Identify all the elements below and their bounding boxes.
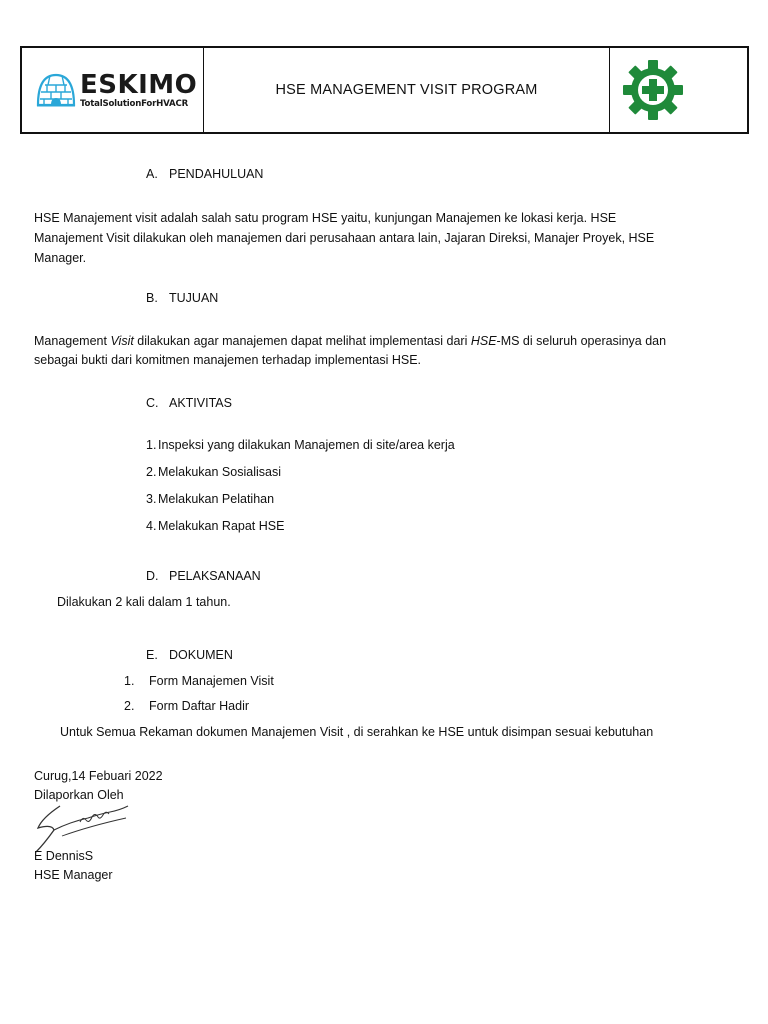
section-letter: A. xyxy=(146,167,158,181)
section-letter: E. xyxy=(146,648,158,662)
document-list xyxy=(124,674,274,724)
list-item xyxy=(124,699,274,724)
section-d-text: Dilakukan 2 kali dalam 1 tahun. xyxy=(57,595,231,609)
document-title: HSE MANAGEMENT VISIT PROGRAM xyxy=(204,48,610,132)
paragraph-line xyxy=(34,332,694,351)
section-title: DOKUMEN xyxy=(169,648,233,662)
list-text: Melakukan Pelatihan xyxy=(158,492,275,506)
section-letter: D. xyxy=(146,569,159,583)
list-item xyxy=(146,438,455,465)
section-title: TUJUAN xyxy=(169,291,219,305)
section-e-heading xyxy=(146,648,233,662)
section-title: PELAKSANAAN xyxy=(169,569,261,583)
logo-name: ESKIMO xyxy=(80,69,198,100)
list-text: Inspeksi yang dilakukan Manajemen di site/area kerja xyxy=(158,438,455,452)
section-title: PENDAHULUAN xyxy=(169,167,264,181)
section-e-note: Untuk Semua Rekaman dokumen Manajemen Visit , di serahkan ke HSE untuk disimpan sesuai kebutuhan xyxy=(60,725,654,739)
list-text: Melakukan Sosialisasi xyxy=(158,465,281,479)
list-number: 1. xyxy=(146,438,157,452)
list-item xyxy=(146,492,455,519)
section-letter: B. xyxy=(146,291,158,305)
reported-by-label: Dilaporkan Oleh xyxy=(34,788,124,802)
paragraph-line: HSE Manajement visit adalah salah satu program HSE yaitu, kunjungan Manajemen ke lokasi kerja. HSE xyxy=(34,211,617,225)
list-item xyxy=(124,674,274,699)
section-b-heading xyxy=(146,291,218,305)
section-c-heading xyxy=(146,396,232,410)
text-run-italic: Visit xyxy=(110,334,134,348)
text-run-italic: HSE xyxy=(470,334,497,348)
list-number: 2. xyxy=(124,699,135,713)
list-number: 1. xyxy=(124,674,135,688)
header-icon-cell xyxy=(610,48,747,132)
section-letter: C. xyxy=(146,396,159,410)
section-a-heading xyxy=(146,167,263,181)
paragraph-line: Manajement Visit dilakukan oleh manajemen dari perusahaan antara lain, Jajaran Direksi, Manajer Proyek, HSE xyxy=(34,231,655,245)
list-item xyxy=(146,465,455,492)
list-number: 4. xyxy=(146,519,157,533)
list-text: Melakukan Rapat HSE xyxy=(158,519,285,533)
logo-tagline: TotalSolutionForHVACR xyxy=(80,98,189,109)
text-run: -MS di seluruh operasinya dan xyxy=(496,334,667,348)
list-item xyxy=(146,519,455,546)
paragraph-line: Manager. xyxy=(34,251,87,265)
igloo-icon xyxy=(36,71,76,109)
section-d-heading xyxy=(146,569,261,583)
text-run: Management xyxy=(34,334,111,348)
document-header xyxy=(20,46,749,134)
header-logo-cell xyxy=(22,48,204,132)
section-a-paragraph xyxy=(34,208,694,268)
company-logo xyxy=(36,71,197,109)
signer-position: HSE Manager xyxy=(34,868,113,882)
paragraph-line: sebagai bukti dari komitmen manajemen terhadap implementasi HSE. xyxy=(34,353,421,367)
section-title: AKTIVITAS xyxy=(169,396,232,410)
safety-gear-cross-icon xyxy=(622,59,684,121)
place-date: Curug,14 Febuari 2022 xyxy=(34,769,163,783)
signer-name: E DennisS xyxy=(34,849,94,863)
list-text: Form Daftar Hadir xyxy=(149,699,250,713)
logo-text xyxy=(80,69,198,109)
text-run: dilakukan agar manajemen dapat melihat implementasi dari xyxy=(133,334,471,348)
list-text: Form Manajemen Visit xyxy=(149,674,274,688)
activity-list xyxy=(146,438,455,546)
list-number: 2. xyxy=(146,465,157,479)
list-number: 3. xyxy=(146,492,157,506)
section-b-paragraph xyxy=(34,332,694,370)
